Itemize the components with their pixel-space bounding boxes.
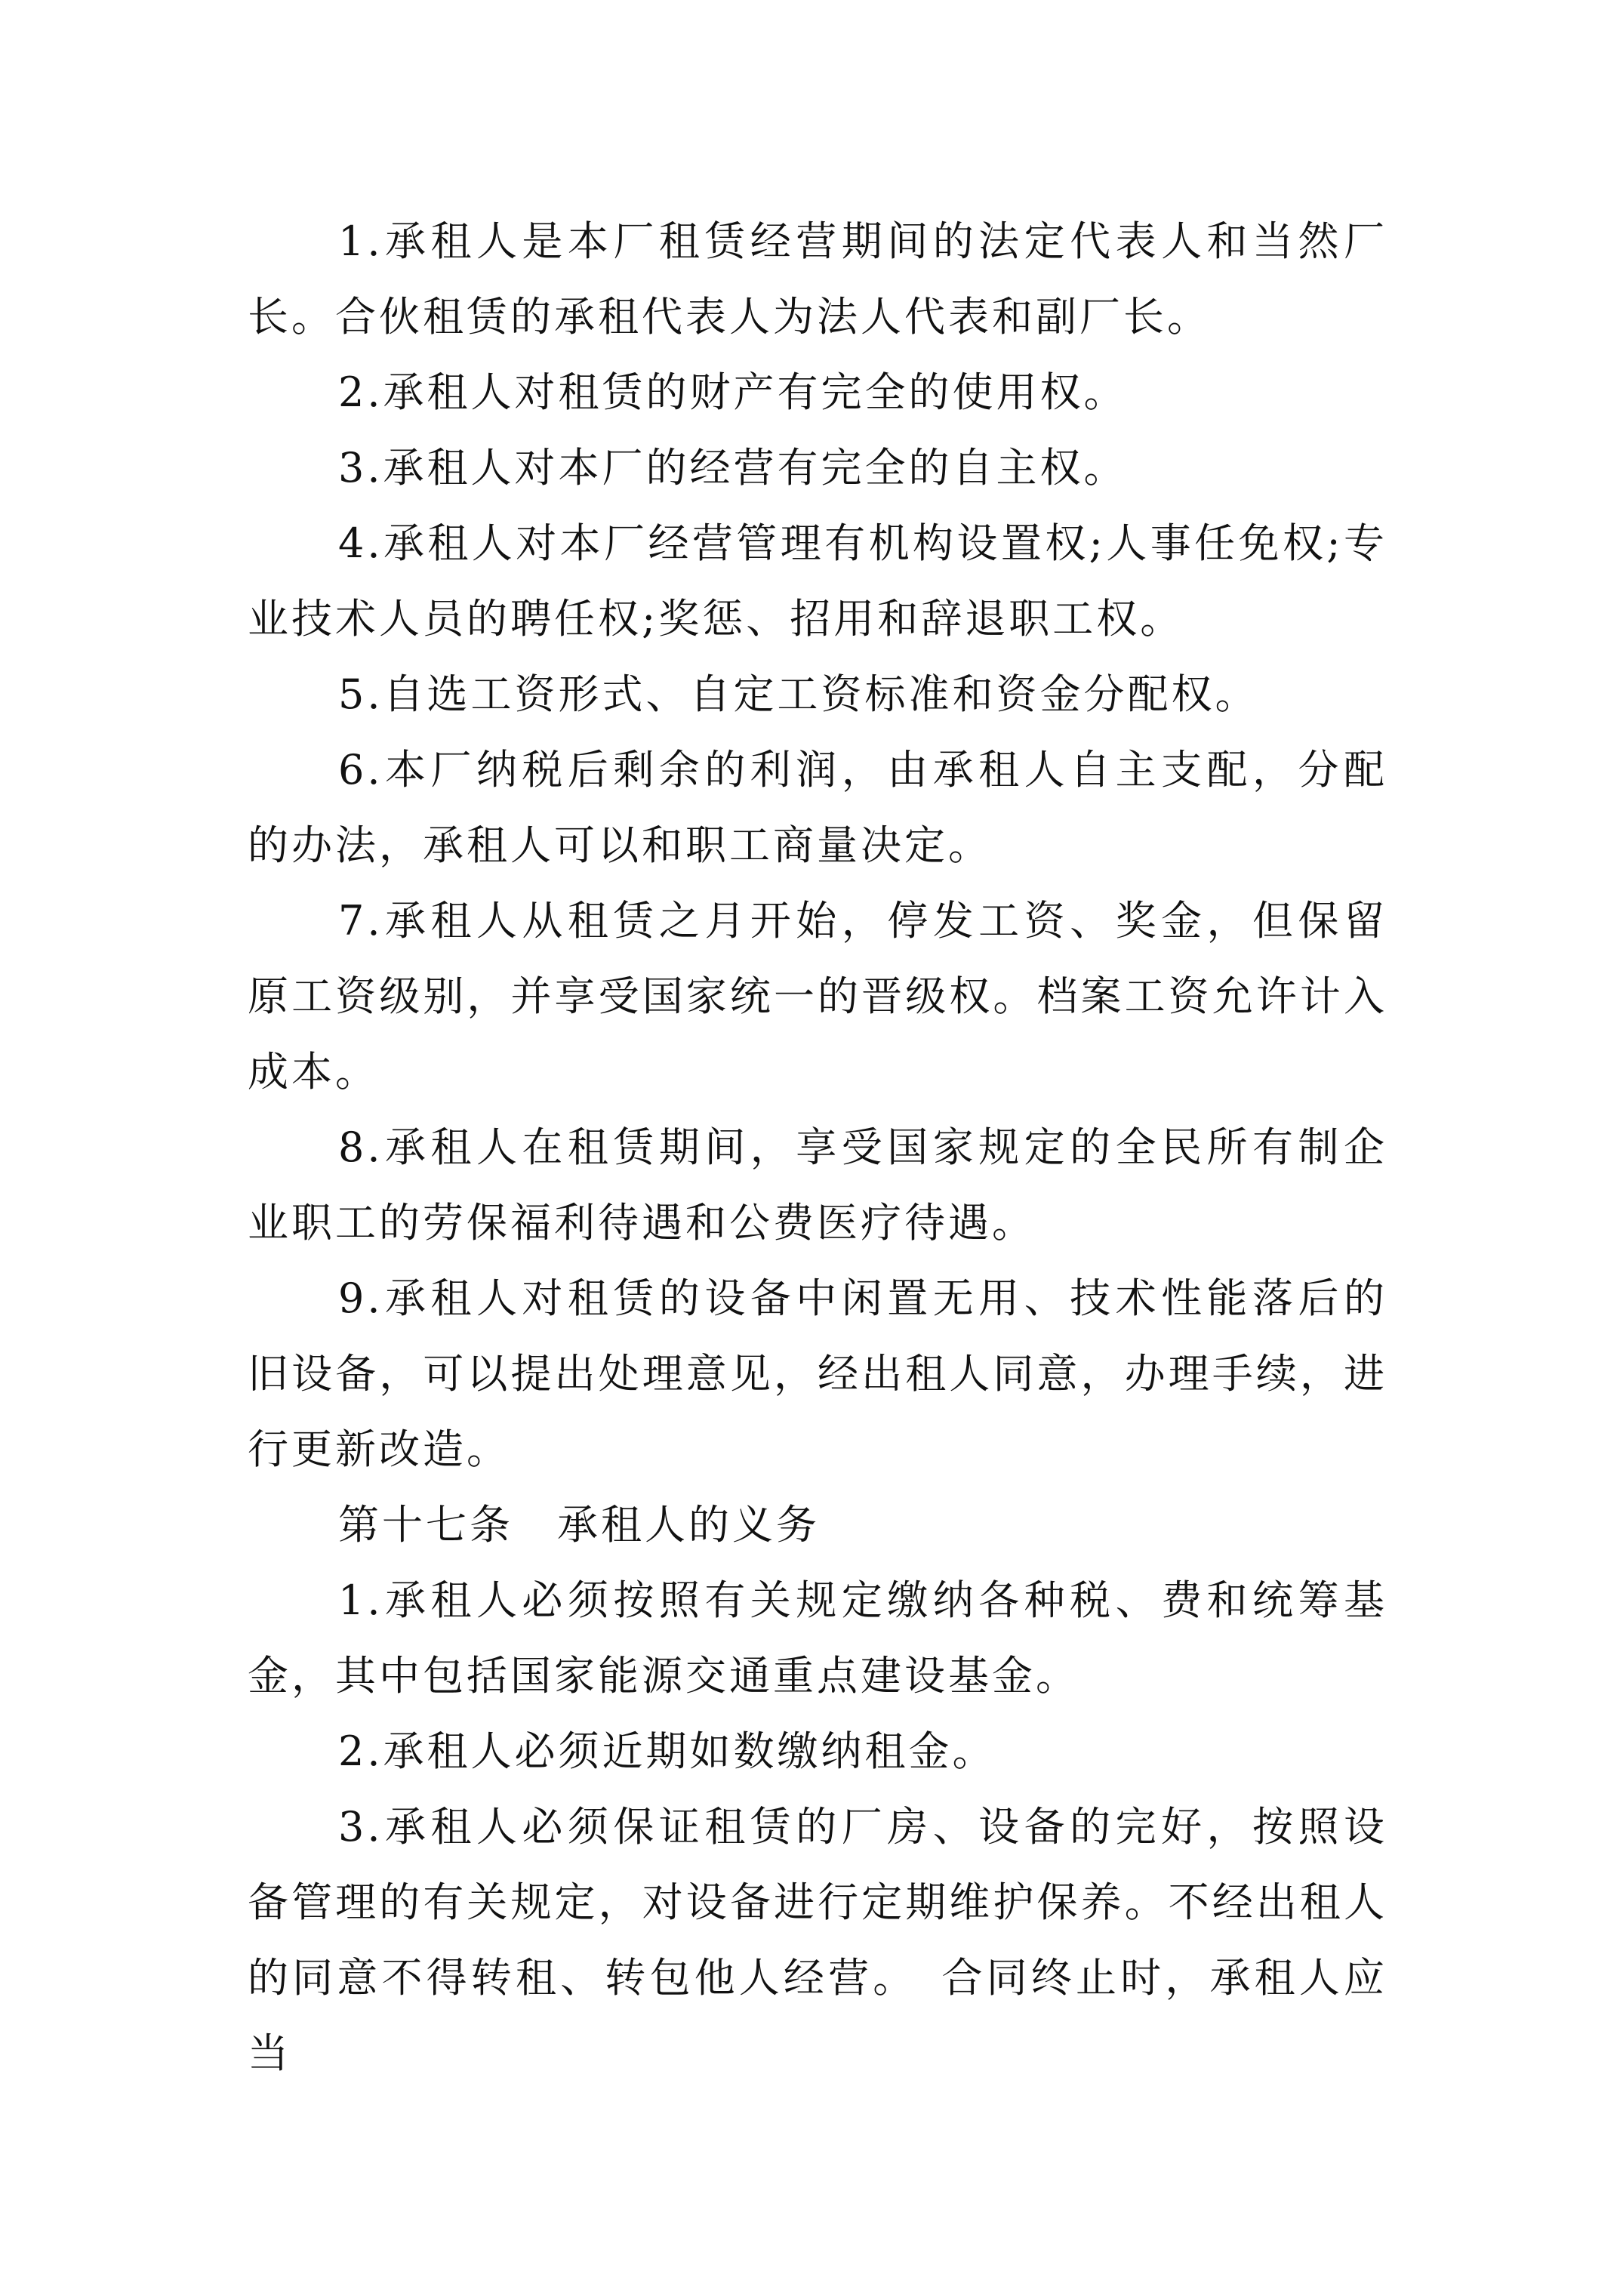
paragraph-duty-2: 2.承租人必须近期如数缴纳租金。 <box>338 1727 996 1775</box>
paragraph-right-2: 2.承租人对租赁的财产有完全的使用权。 <box>338 368 1128 416</box>
paragraph-right-5: 5.自选工资形式、自定工资标准和资金分配权。 <box>338 670 1259 718</box>
paragraph-duty-3: 3.承租人必须保证租赁的厂房、设备的完好，按照设备管理的有关规定，对设备进行定期维护保养。不经出租人的同意不得转租、转包他人经营。 合同终止时，承租人应当 <box>248 1803 1387 2077</box>
paragraph-right-6: 6.本厂纳税后剩余的利润，由承租人自主支配，分配的办法，承租人可以和职工商量决定。 <box>248 746 1387 869</box>
paragraph-right-7: 7.承租人从租赁之月开始，停发工资、奖金，但保留原工资级别，并享受国家统一的晋级权。档案工资允许计入成本。 <box>248 897 1387 1096</box>
article-17-heading: 第十七条 承租人的义务 <box>338 1501 820 1549</box>
paragraph-duty-1: 1.承租人必须按照有关规定缴纳各种税、费和统筹基金，其中包括国家能源交通重点建设基金。 <box>248 1576 1387 1700</box>
paragraph-right-1: 1.承租人是本厂租赁经营期间的法定代表人和当然厂长。合伙租赁的承租代表人为法人代表和副厂长。 <box>248 217 1387 341</box>
paragraph-right-9: 9.承租人对租赁的设备中闲置无用、技术性能落后的旧设备，可以提出处理意见，经出租人同意，办理手续，进行更新改造。 <box>248 1274 1387 1473</box>
paragraph-right-8: 8.承租人在租赁期间，享受国家规定的全民所有制企业职工的劳保福利待遇和公费医疗待遇。 <box>248 1123 1387 1247</box>
paragraph-right-4: 4.承租人对本厂经营管理有机构设置权;人事任免权;专业技术人员的聘任权;奖惩、招用和辞退职工权。 <box>248 519 1387 643</box>
document-body <box>248 204 1387 2091</box>
paragraph-right-3: 3.承租人对本厂的经营有完全的自主权。 <box>338 444 1128 492</box>
